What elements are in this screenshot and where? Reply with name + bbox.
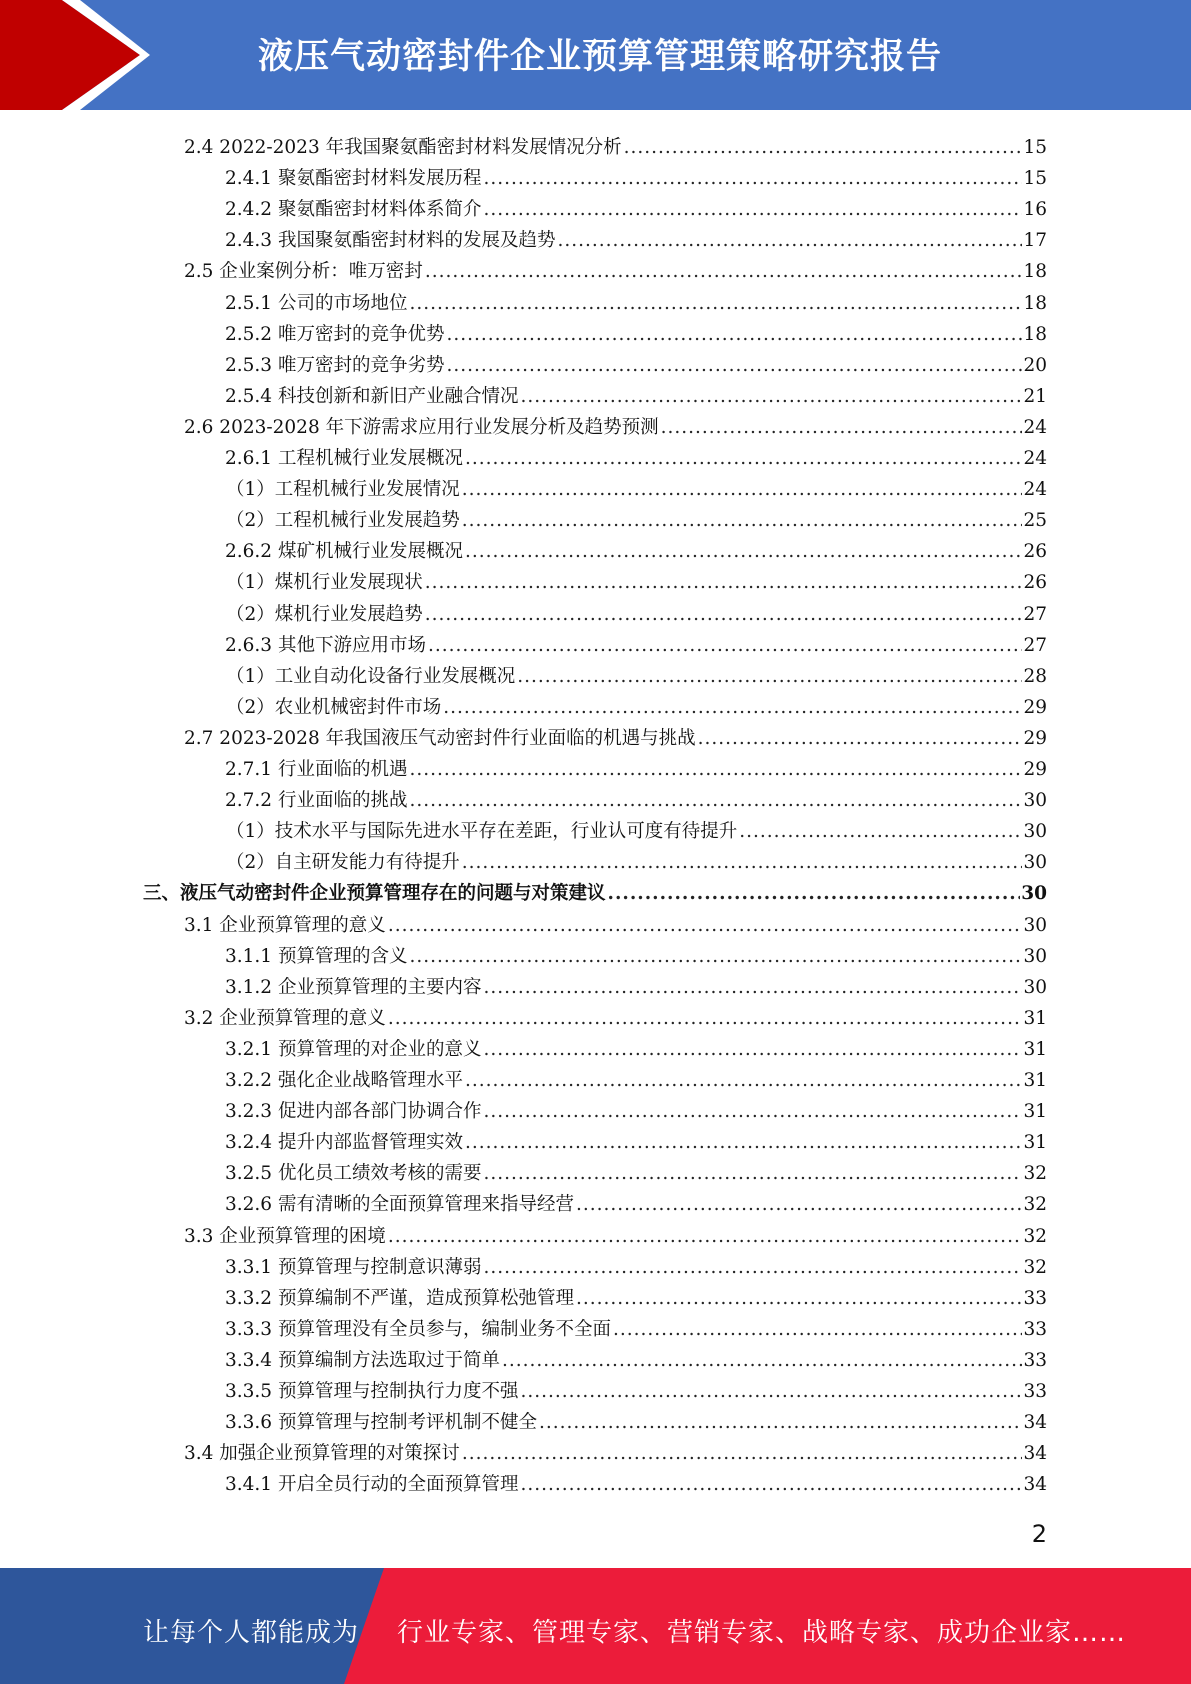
toc-entry[interactable] (225, 1154, 1047, 1185)
toc-dot-leader (483, 977, 1022, 999)
toc-entry-label: 2.4.1 聚氨酯密封材料发展历程 (225, 168, 482, 190)
toc-dot-leader (613, 1319, 1022, 1341)
toc-entry-page: 18 (1023, 292, 1047, 314)
toc-entry[interactable] (225, 190, 1047, 221)
toc-entry[interactable] (226, 595, 1047, 626)
toc-entry-label: （2）煤机行业发展趋势 (226, 603, 423, 625)
toc-dot-leader (428, 635, 1022, 657)
toc-entry-page: 33 (1023, 1381, 1047, 1402)
toc-entry[interactable] (225, 968, 1047, 999)
toc-entry-page: 34 (1023, 1443, 1047, 1465)
toc-dot-leader (483, 1039, 1022, 1061)
toc-entry-page: 18 (1023, 261, 1047, 283)
toc-entry[interactable] (184, 1434, 1047, 1465)
toc-dot-leader (425, 572, 1023, 594)
toc-entry[interactable] (225, 1403, 1047, 1434)
toc-entry[interactable] (226, 657, 1047, 688)
toc-entry-page: 15 (1023, 168, 1047, 190)
toc-entry-label: （2）农业机械密封件市场 (226, 696, 442, 718)
toc-dot-leader (425, 604, 1023, 626)
toc-dot-leader (520, 386, 1022, 408)
toc-entry-page: 29 (1023, 727, 1047, 749)
toc-entry-label: 3.2.6 需有清晰的全面预算管理来指导经营 (225, 1194, 574, 1216)
toc-entry[interactable] (225, 315, 1047, 346)
toc-dot-leader (698, 728, 1023, 750)
toc-entry-label: 3.2 企业预算管理的意义 (184, 1007, 386, 1029)
toc-entry-label: 2.4.2 聚氨酯密封材料体系简介 (225, 199, 482, 221)
toc-dot-leader (446, 324, 1022, 346)
toc-entry-page: 15 (1023, 137, 1047, 158)
toc-entry-label: 3.4 加强企业预算管理的对策探讨 (184, 1443, 460, 1465)
toc-entry-page: 34 (1023, 1412, 1047, 1434)
toc-entry-label: 3.1.2 企业预算管理的主要内容 (225, 976, 482, 998)
toc-dot-leader (557, 230, 1022, 252)
toc-entry[interactable] (143, 874, 1047, 905)
toc-entry-page: 16 (1023, 199, 1047, 221)
toc-entry-page: 29 (1023, 696, 1047, 718)
page-number: 2 (1031, 1520, 1047, 1548)
toc-entry-label: 3.3.3 预算管理没有全员参与，编制业务不全面 (225, 1318, 611, 1340)
page-header (0, 0, 1191, 110)
toc-entry-label: 3.2.5 优化员工绩效考核的需要 (225, 1163, 482, 1185)
toc-entry[interactable] (225, 750, 1047, 781)
toc-entry-label: 3.3.2 预算编制不严谨，造成预算松弛管理 (225, 1287, 574, 1309)
toc-entry[interactable] (225, 1061, 1047, 1092)
toc-entry[interactable] (226, 470, 1047, 501)
toc-entry-label: 3.2.3 促进内部各部门协调合作 (225, 1101, 482, 1123)
toc-entry-label: （2）自主研发能力有待提升 (226, 852, 460, 874)
toc-entry-label: 2.5.4 科技创新和新旧产业融合情况 (225, 385, 519, 407)
toc-dot-leader (483, 1257, 1022, 1279)
toc-entry-label: 3.2.4 提升内部监督管理实效 (225, 1132, 463, 1154)
toc-entry-page: 24 (1023, 448, 1047, 469)
toc-entry-page: 18 (1023, 323, 1047, 345)
toc-entry[interactable] (184, 1217, 1047, 1248)
toc-entry-page: 32 (1023, 1163, 1047, 1185)
toc-dot-leader (388, 1226, 1023, 1248)
toc-entry-page: 24 (1023, 416, 1047, 438)
toc-entry-label: 2.6.1 工程机械行业发展概况 (225, 448, 463, 469)
toc-entry[interactable] (225, 1248, 1047, 1279)
toc-dot-leader (443, 697, 1022, 719)
toc-entry-label: （1）煤机行业发展现状 (226, 572, 423, 594)
toc-entry[interactable] (225, 626, 1047, 657)
toc-dot-leader (502, 1350, 1022, 1372)
toc-entry-page: 27 (1023, 634, 1047, 656)
toc-dot-leader (739, 821, 1022, 843)
toc-entry-label: （1）工业自动化设备行业发展概况 (226, 665, 516, 687)
toc-entry-label: 2.5.3 唯万密封的竞争劣势 (225, 354, 445, 376)
toc-entry-page: 28 (1023, 665, 1047, 687)
toc-dot-leader (462, 1443, 1023, 1465)
toc-entry-page: 30 (1023, 976, 1047, 998)
toc-entry-label: 3.1 企业预算管理的意义 (184, 914, 386, 936)
page-footer (0, 1568, 1191, 1684)
toc-entry-page: 34 (1023, 1474, 1047, 1496)
toc-entry[interactable] (226, 501, 1047, 532)
toc-entry[interactable] (184, 999, 1047, 1030)
toc-entry-label: 2.6.3 其他下游应用市场 (225, 634, 426, 656)
toc-entry[interactable] (225, 1185, 1047, 1216)
footer-slogan-right: 行业专家、管理专家、营销专家、战略专家、成功企业家…… (397, 1618, 1127, 1648)
toc-dot-leader (409, 759, 1022, 781)
toc-entry-page: 31 (1023, 1132, 1047, 1154)
toc-dot-leader (409, 946, 1022, 968)
toc-dot-leader (465, 448, 1022, 470)
toc-entry-label: 2.6.2 煤矿机械行业发展概况 (225, 541, 463, 563)
toc-entry[interactable] (225, 532, 1047, 563)
toc-entry-label: 2.6 2023-2028 年下游需求应用行业发展分析及趋势预测 (184, 416, 659, 438)
toc-entry-page: 32 (1023, 1194, 1047, 1216)
toc-entry-page: 31 (1023, 1101, 1047, 1123)
toc-entry-label: 2.4 2022-2023 年我国聚氨酯密封材料发展情况分析 (184, 137, 622, 158)
toc-dot-leader (388, 1008, 1023, 1030)
toc-entry[interactable] (225, 1372, 1047, 1403)
toc-entry-label: （1）工程机械行业发展情况 (226, 479, 460, 501)
toc-entry[interactable] (225, 1279, 1047, 1310)
toc-entry-page: 31 (1023, 1038, 1047, 1060)
toc-entry[interactable] (184, 252, 1047, 283)
toc-entry[interactable] (225, 221, 1047, 252)
toc-entry-label: 3.3 企业预算管理的困境 (184, 1225, 386, 1247)
toc-entry-page: 30 (1023, 790, 1047, 812)
toc-entry-page: 33 (1023, 1349, 1047, 1371)
toc-dot-leader (462, 510, 1023, 532)
toc-dot-leader (425, 261, 1023, 283)
toc-dot-leader (465, 541, 1022, 563)
toc-entry-label: 2.7.2 行业面临的挑战 (225, 790, 408, 812)
toc-entry[interactable] (225, 284, 1047, 315)
toc-dot-leader (388, 915, 1023, 937)
toc-dot-leader (624, 137, 1023, 159)
toc-entry-label: （2）工程机械行业发展趋势 (226, 510, 460, 532)
toc-dot-leader (539, 1412, 1022, 1434)
toc-entry-page: 30 (1023, 945, 1047, 967)
toc-entry[interactable] (225, 439, 1047, 470)
toc-entry-page: 31 (1023, 1070, 1047, 1091)
toc-dot-leader (576, 1288, 1022, 1310)
toc-entry-label: 3.4.1 开启全员行动的全面预算管理 (225, 1474, 519, 1496)
toc-entry-page: 31 (1023, 1007, 1047, 1029)
toc-entry[interactable] (225, 937, 1047, 968)
toc-entry-page: 33 (1023, 1318, 1047, 1340)
toc-entry-page: 26 (1023, 572, 1047, 594)
toc-entry-page: 30 (1023, 821, 1047, 843)
toc-entry-label: （1）技术水平与国际先进水平存在差距，行业认可度有待提升 (226, 821, 738, 843)
toc-entry[interactable] (225, 1341, 1047, 1372)
toc-entry[interactable] (184, 408, 1047, 439)
toc-entry[interactable] (225, 781, 1047, 812)
toc-entry-label: 2.4.3 我国聚氨酯密封材料的发展及趋势 (225, 230, 556, 252)
toc-entry-page: 32 (1023, 1256, 1047, 1278)
footer-slogan-left: 让每个人都能成为 (143, 1618, 360, 1648)
toc-entry-page: 33 (1023, 1287, 1047, 1309)
toc-entry-label: 3.2.2 强化企业战略管理水平 (225, 1070, 463, 1091)
toc-entry-label: 3.3.6 预算管理与控制考评机制不健全 (225, 1412, 537, 1434)
toc-dot-leader (409, 293, 1022, 315)
toc-entry-page: 21 (1023, 385, 1047, 407)
document-title: 液压气动密封件企业预算管理策略研究报告 (258, 37, 943, 77)
toc-entry[interactable] (226, 563, 1047, 594)
toc-entry[interactable] (184, 906, 1047, 937)
toc-dot-leader (465, 1070, 1022, 1092)
toc-entry-label: 2.7.1 行业面临的机遇 (225, 759, 408, 780)
toc-entry-page: 17 (1023, 230, 1047, 252)
toc-dot-leader (483, 199, 1022, 221)
toc-entry-label: 3.1.1 预算管理的含义 (225, 945, 408, 967)
toc-dot-leader (520, 1381, 1022, 1403)
toc-entry-label: 2.5 企业案例分析：唯万密封 (184, 261, 423, 283)
toc-entry-page: 24 (1023, 479, 1047, 501)
toc-entry[interactable] (226, 688, 1047, 719)
toc-entry[interactable] (184, 719, 1047, 750)
toc-dot-leader (517, 666, 1022, 688)
toc-entry[interactable] (225, 1092, 1047, 1123)
toc-entry[interactable] (225, 1310, 1047, 1341)
toc-entry-page: 27 (1023, 603, 1047, 625)
toc-entry-page: 25 (1023, 510, 1047, 532)
toc-dot-leader (462, 852, 1023, 874)
toc-entry[interactable] (226, 843, 1047, 874)
toc-dot-leader (576, 1194, 1022, 1216)
toc-entry-label: 2.7 2023-2028 年我国液压气动密封件行业面临的机遇与挑战 (184, 727, 696, 749)
toc-dot-leader (409, 790, 1022, 812)
toc-dot-leader (520, 1474, 1022, 1496)
toc-entry-page: 20 (1023, 354, 1047, 376)
toc-entry-label: 2.5.1 公司的市场地位 (225, 292, 408, 314)
toc-entry[interactable] (225, 377, 1047, 408)
toc-entry-page: 32 (1023, 1225, 1047, 1247)
toc-dot-leader (446, 355, 1022, 377)
toc-dot-leader (465, 1132, 1022, 1154)
toc-entry[interactable] (225, 1123, 1047, 1154)
toc-entry-label: 3.2.1 预算管理的对企业的意义 (225, 1038, 482, 1060)
toc-dot-leader (483, 1101, 1022, 1123)
toc-entry[interactable] (226, 812, 1047, 843)
toc-entry-label: 2.5.2 唯万密封的竞争优势 (225, 323, 445, 345)
toc-entry[interactable] (225, 159, 1047, 190)
toc-dot-leader (483, 168, 1022, 190)
toc-dot-leader (661, 417, 1023, 439)
toc-entry-page: 29 (1023, 759, 1047, 780)
toc-entry-page: 30 (1023, 852, 1047, 874)
toc-entry-page: 30 (1021, 883, 1047, 905)
toc-dot-leader (608, 883, 1021, 905)
toc-entry-label: 3.3.1 预算管理与控制意识薄弱 (225, 1256, 482, 1278)
toc-entry[interactable] (225, 1465, 1047, 1496)
header-arrow-decoration (0, 0, 150, 110)
toc-dot-leader (462, 479, 1023, 501)
toc-entry-page: 26 (1023, 541, 1047, 563)
toc-entry[interactable] (225, 1030, 1047, 1061)
toc-entry-label: 3.3.5 预算管理与控制执行力度不强 (225, 1381, 519, 1402)
toc-entry-page: 30 (1023, 914, 1047, 936)
toc-entry[interactable] (225, 346, 1047, 377)
toc-entry-label: 三、液压气动密封件企业预算管理存在的问题与对策建议 (143, 883, 606, 905)
toc-entry[interactable] (184, 128, 1047, 159)
toc-entry-label: 3.3.4 预算编制方法选取过于简单 (225, 1349, 500, 1371)
toc-dot-leader (483, 1163, 1022, 1185)
